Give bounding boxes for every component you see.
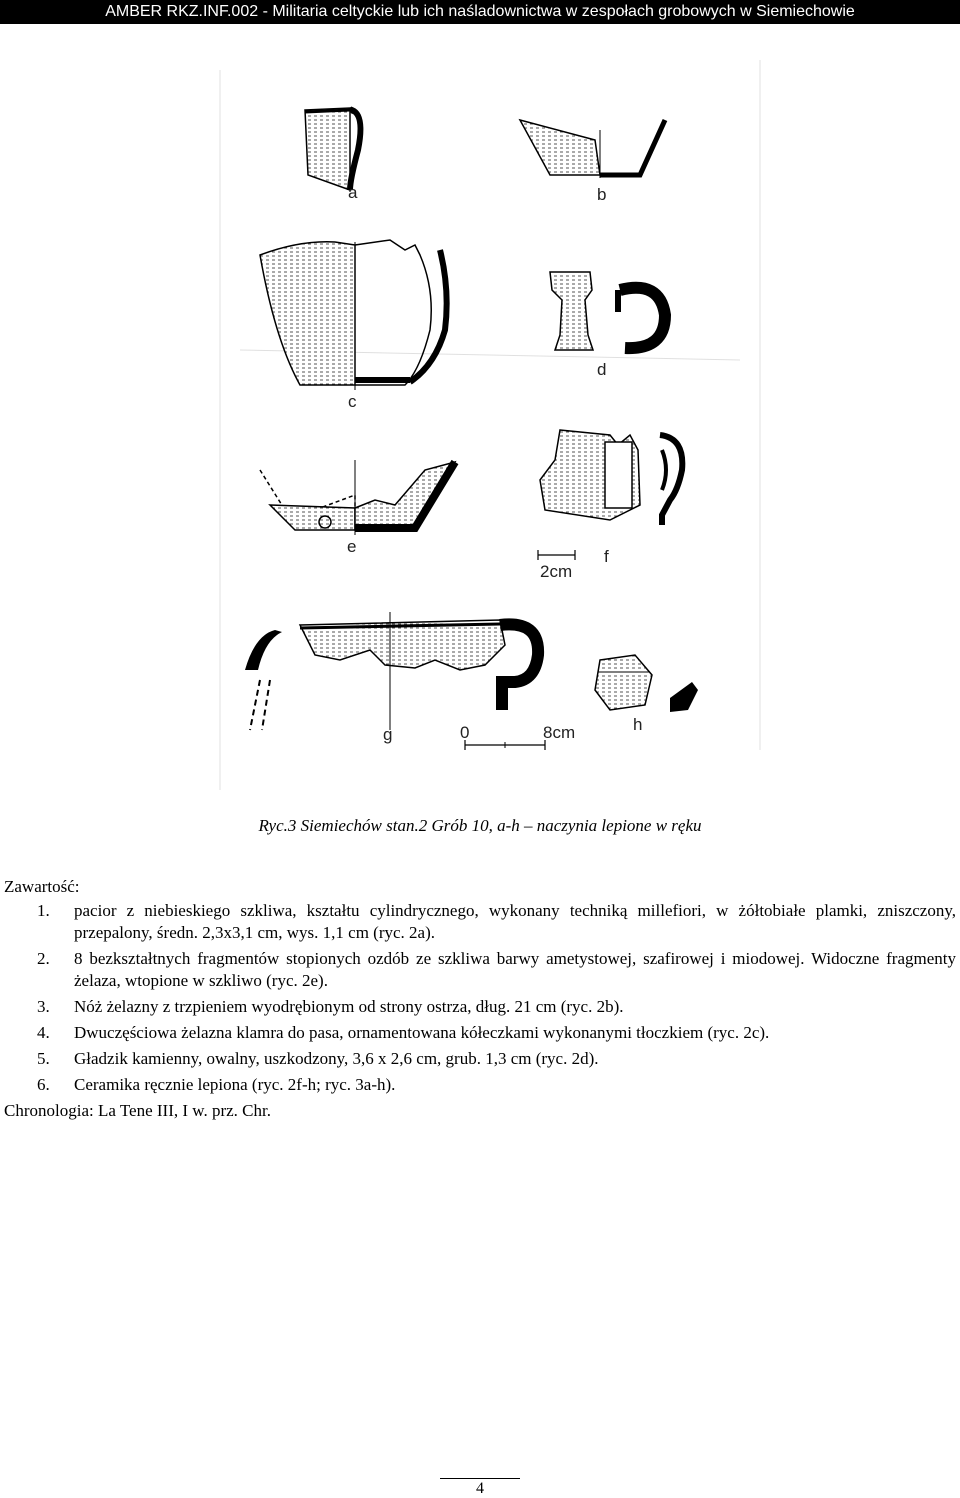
label-h: h [633,715,643,734]
vessel-c [260,240,447,411]
pottery-illustration [200,50,780,815]
list-item: 4. Dwuczęściowa żelazna klamra do pasa, ornamentowana kółeczkami wykonanymi tłoczkiem (ryc. 2c). [37,1023,770,1042]
label-c: c [348,392,357,411]
list-item: 2. 8 bezkształtnych fragmentów stopionych ozdób ze szkliwa barwy ametystowej, szafirowej i miodowej. Widoczne fragmenty żelaza, wtopione w szkliwo (ryc. 2e). [37,949,956,990]
page-number: 4 [476,1480,484,1497]
figure-caption: Ryc.3 Siemiechów stan.2 Grób 10, a-h – naczynia lepione w ręku [258,816,702,835]
vessel-f [538,430,682,581]
chronology: Chronologia: La Tene III, I w. prz. Chr. [4,1101,271,1120]
list-item: 1. pacior z niebieskiego szkliwa, kształtu cylindrycznego, wykonany techniką millefiori, w żółtobiałe plamki, zniszczony, przepalony, średn. 2,3x3,1 cm, wys. 1,1 cm (ryc. 2a). [37,901,956,942]
label-b: b [597,185,607,204]
vessel-b [520,120,665,204]
vessel-g [245,612,575,750]
footer-divider [440,1478,520,1479]
figure-drawing [200,50,780,815]
background-traces [220,60,760,790]
vessel-e [260,460,455,556]
page-header: AMBER RKZ.INF.002 - Militaria celtyckie lub ich naśladownictwa w zespołach grobowych w Siemiechowie [0,0,960,24]
label-e: e [347,537,357,556]
label-d: d [597,360,607,379]
scale-large-end: 8cm [543,723,576,742]
list-item: 3. Nóż żelazny z trzpieniem wyodrębionym od strony ostrza, dług. 21 cm (ryc. 2b). [37,997,624,1016]
object-d [550,272,665,379]
list-item: 5. Gładzik kamienny, owalny, uszkodzony, 3,6 x 2,6 cm, grub. 1,3 cm (ryc. 2d). [37,1049,599,1068]
label-g: g [383,725,393,744]
vessel-a [305,108,360,202]
scale-large-start: 0 [460,723,470,742]
label-a: a [348,183,358,202]
vessel-h [595,655,698,734]
contents-list [4,900,956,1096]
list-item: 6. Ceramika ręcznie lepiona (ryc. 2f-h; ryc. 3a-h). [37,1075,396,1094]
contents-heading: Zawartość: [4,877,80,896]
grave-contents [4,876,956,1122]
scale-small-label: 2cm [540,562,573,581]
label-f: f [604,547,609,566]
